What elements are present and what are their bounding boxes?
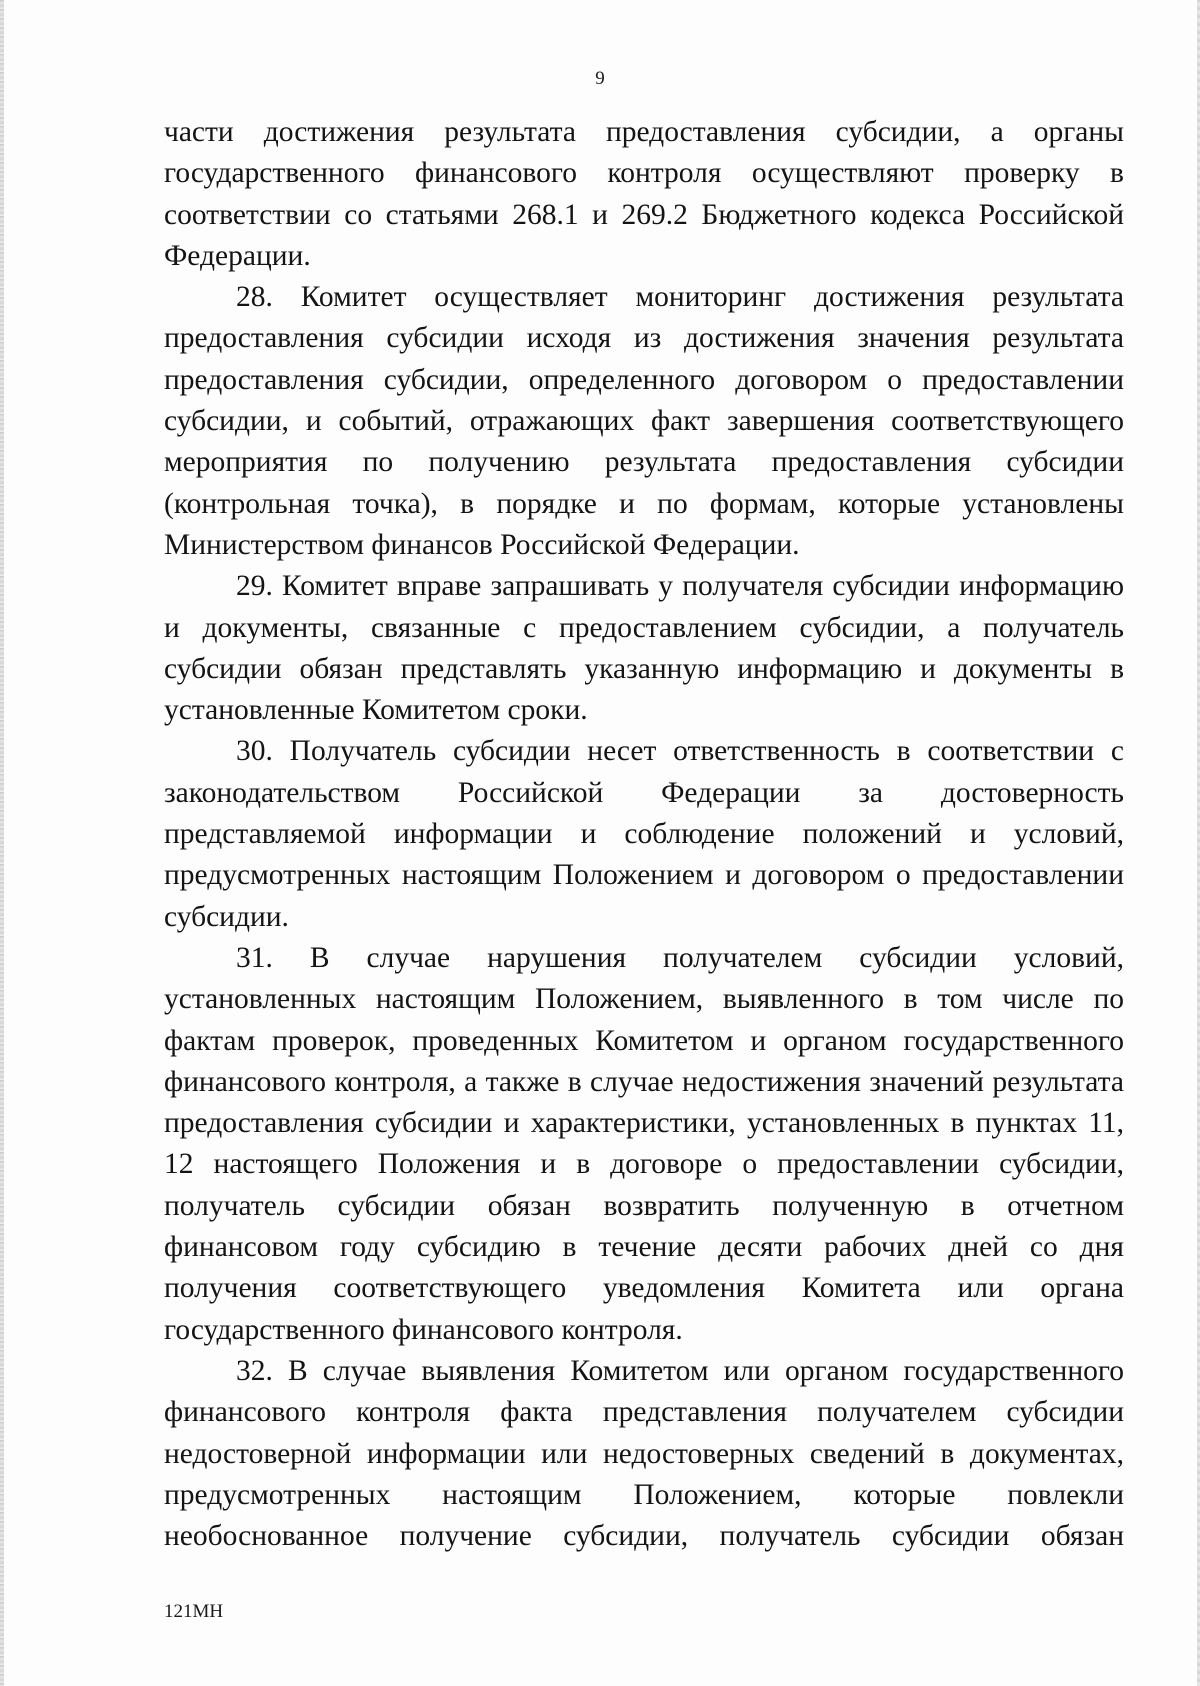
document-code: 121МН [164,1601,224,1622]
paragraph-continuation: части достижения результата предоставления субсидии, а органы государственного финансового контроля осуществляют проверку в соответствии со статьями 268.1 и 269.2 Бюджетного кодекса Российской Федерации. [164,116,1124,272]
paragraph-29: 29. Комитет вправе запрашивать у получателя субсидии информацию и документы, связанные с предоставлением субсидии, а получатель субсидии обязан представлять указанную информацию и документы в установленные Комитетом сроки. [164,570,1124,727]
paragraph-31: 31. В случае нарушения получателем субсидии условий, установленных настоящим Положением, выявленного в том числе по фактам проверок, проведенных Комитетом и органом государственного финансового контроля, а также в случае недостижения значений результата предоставления субсидии и характеристики, установленных в пунктах 11, 12 настоящего Положения и в договоре о предоставлении субсидии, получатель субсидии обязан возвратить полученную в отчетном финансовом году субсидию в течение десяти рабочих дней со дня получения соответствующего уведомления Комитета или органа государственного финансового контроля. [164,941,1124,1346]
page-number: 9 [595,68,605,89]
paragraph-32: 32. В случае выявления Комитетом или органом государственного финансового контроля факта представления получателем субсидии недостоверной информации или недостоверных сведений в документах, предусмотренных настоящим Положением, которые повлекли необоснованное получение субсидии, получатель субсидии обязан [164,1354,1124,1553]
paragraph-28: 28. Комитет осуществляет мониторинг достижения результата предоставления субсидии исходя из достижения значения результата предоставления субсидии, определенного договором о предоставлении субсидии, и событий, отражающих факт завершения соответствующего мероприятия по получению результата предоставления субсидии (контрольная точка), в порядке и по формам, которые установлены Министерством финансов Российской Федерации. [164,281,1124,561]
scan-edge-left [0,0,4,1686]
paragraph-30: 30. Получатель субсидии несет ответственность в соответствии с законодательством Российской Федерации за достоверность представляемой информации и соблюдение положений и условий, предусмотренных настоящим Положением и договором о предоставлении субсидии. [164,735,1124,933]
document-body [164,112,1124,1557]
